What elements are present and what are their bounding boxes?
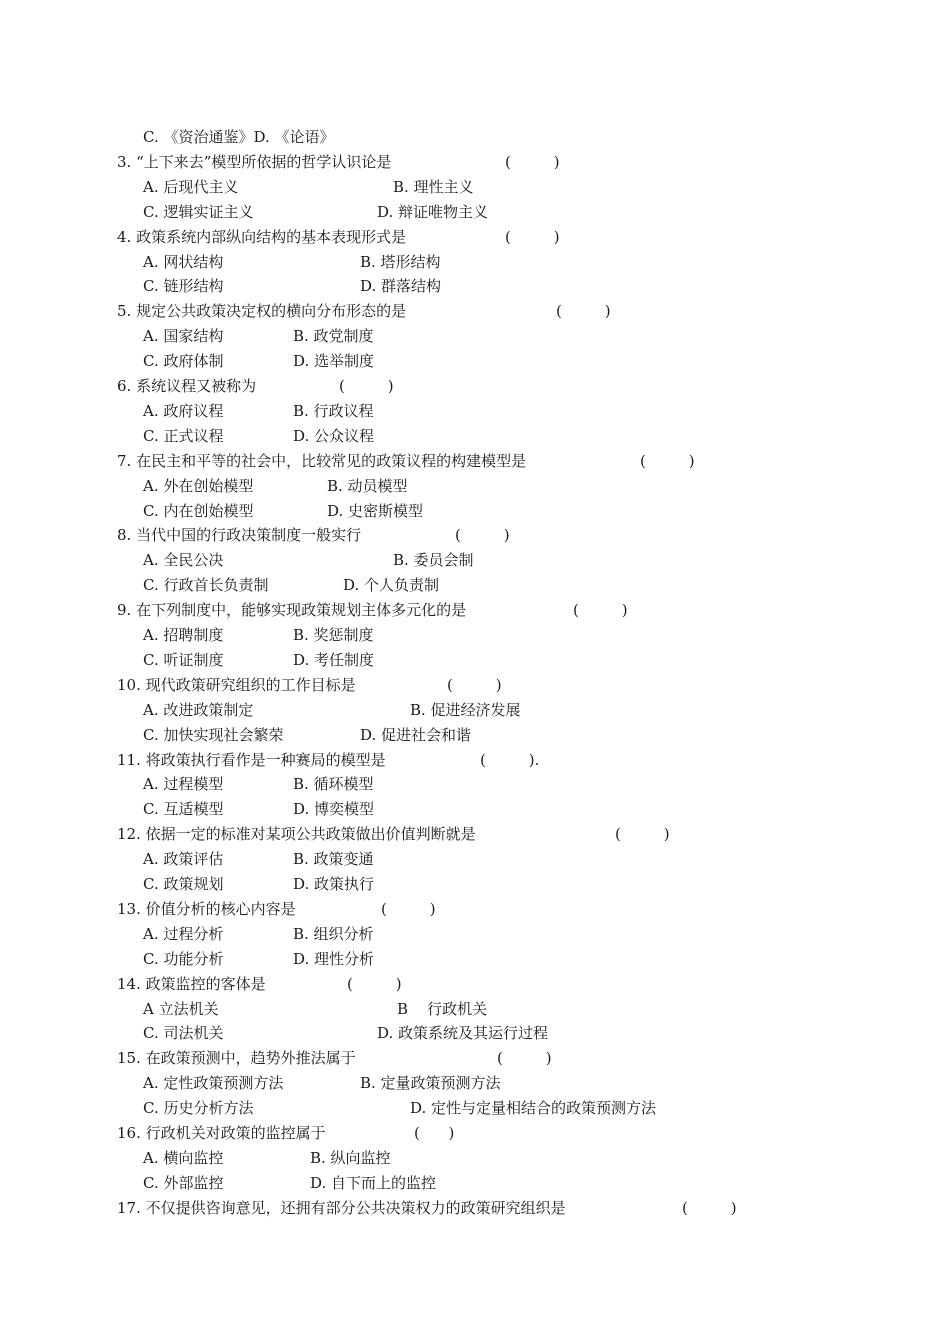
- question-text: 11. 将政策执行看作是一种赛局的模型是: [117, 751, 386, 769]
- option-text: B. 动员模型: [327, 477, 408, 495]
- answer-blank: ( ): [556, 302, 611, 320]
- option-text: C. 正式议程: [143, 427, 224, 445]
- option-text: C. 政策规划: [143, 875, 224, 893]
- option-text: A. 政策评估: [143, 850, 224, 868]
- option-text: A. 政府议程: [143, 402, 224, 420]
- option-text: C. 内在创始模型: [143, 502, 254, 520]
- answer-blank: ( ).: [480, 751, 540, 769]
- answer-blank: ( ): [347, 975, 402, 993]
- answer-blank: ( ): [497, 1049, 552, 1067]
- option-text: B. 塔形结构: [360, 253, 441, 271]
- question-text: 15. 在政策预测中，趋势外推法属于: [117, 1049, 356, 1067]
- question-text: 5. 规定公共政策决定权的横向分布形态的是: [117, 302, 407, 320]
- option-text: B. 定量政策预测方法: [360, 1074, 501, 1092]
- option-text: B. 政党制度: [293, 327, 374, 345]
- question-text: 17. 不仅提供咨询意见，还拥有部分公共决策权力的政策研究组织是: [117, 1199, 566, 1217]
- option-text: D. 政策系统及其运行过程: [377, 1024, 549, 1042]
- option-text: B. 委员会制: [393, 551, 474, 569]
- option-text: D. 辩证唯物主义: [377, 203, 489, 221]
- option-text: D. 公众议程: [293, 427, 375, 445]
- option-text: D. 群落结构: [360, 277, 442, 295]
- option-text: C. 功能分析: [143, 950, 224, 968]
- option-text: B. 行政议程: [293, 402, 374, 420]
- answer-blank: ( ): [339, 377, 394, 395]
- option-text: C. 互适模型: [143, 800, 224, 818]
- question-text: 4. 政策系统内部纵向结构的基本表现形式是: [117, 228, 407, 246]
- option-text: A. 过程分析: [143, 925, 224, 943]
- question-text: 10. 现代政策研究组织的工作目标是: [117, 676, 356, 694]
- option-text: C. 政府体制: [143, 352, 224, 370]
- option-text: D. 理性分析: [293, 950, 375, 968]
- option-text: A 立法机关: [143, 1000, 219, 1018]
- option-text: C. 加快实现社会繁荣: [143, 726, 284, 744]
- option-text: C. 链形结构: [143, 277, 224, 295]
- option-text: D. 博奕模型: [293, 800, 375, 818]
- option-text: A. 全民公决: [143, 551, 224, 569]
- answer-blank: ( ): [615, 825, 670, 843]
- option-text: D. 选举制度: [293, 352, 375, 370]
- option-text: A. 定性政策预测方法: [143, 1074, 284, 1092]
- option-text: A. 国家结构: [143, 327, 224, 345]
- option-text: C. 听证制度: [143, 651, 224, 669]
- answer-blank: ( ): [414, 1124, 455, 1142]
- option-text: A. 网状结构: [143, 253, 224, 271]
- option-text: A. 外在创始模型: [143, 477, 254, 495]
- option-text: B. 奖惩制度: [293, 626, 374, 644]
- answer-blank: ( ): [455, 526, 510, 544]
- option-text: C. 外部监控: [143, 1174, 224, 1192]
- question-text: 7. 在民主和平等的社会中，比较常见的政策议程的构建模型是: [117, 452, 527, 470]
- option-text: C. 司法机关: [143, 1024, 224, 1042]
- option-text: C. 逻辑实证主义: [143, 203, 254, 221]
- option-text: D. 自下而上的监控: [310, 1174, 437, 1192]
- answer-blank: ( ): [640, 452, 695, 470]
- question-text: 8. 当代中国的行政决策制度一般实行: [117, 526, 362, 544]
- question-text: 13. 价值分析的核心内容是: [117, 900, 296, 918]
- option-text: D. 定性与定量相结合的政策预测方法: [410, 1099, 657, 1117]
- question-text: 3. “上下来去”模型所依据的哲学认识论是: [117, 153, 392, 171]
- answer-blank: ( ): [447, 676, 502, 694]
- answer-blank: ( ): [381, 900, 436, 918]
- option-text: D. 考任制度: [293, 651, 375, 669]
- question-text: 6. 系统议程又被称为: [117, 377, 257, 395]
- question-text: 14. 政策监控的客体是: [117, 975, 266, 993]
- option-text: D. 政策执行: [293, 875, 375, 893]
- option-text: B. 理性主义: [393, 178, 474, 196]
- option-text: D. 促进社会和谐: [360, 726, 472, 744]
- question-text: 16. 行政机关对政策的监控属于: [117, 1124, 326, 1142]
- option-text: C. 行政首长负责制: [143, 576, 269, 594]
- question-text: 9. 在下列制度中，能够实现政策规划主体多元化的是: [117, 601, 467, 619]
- option-text: B 行政机关: [397, 1000, 488, 1018]
- option-text: C. 《资治通鉴》D. 《论语》: [143, 128, 335, 146]
- option-text: B. 纵向监控: [310, 1149, 391, 1167]
- option-text: B. 政策变通: [293, 850, 374, 868]
- option-text: A. 后现代主义: [143, 178, 239, 196]
- option-text: A. 横向监控: [143, 1149, 224, 1167]
- question-text: 12. 依据一定的标准对某项公共政策做出价值判断就是: [117, 825, 476, 843]
- answer-blank: ( ): [682, 1199, 737, 1217]
- option-text: A. 招聘制度: [143, 626, 224, 644]
- option-text: D. 史密斯模型: [327, 502, 424, 520]
- option-text: D. 个人负责制: [343, 576, 440, 594]
- answer-blank: ( ): [505, 228, 560, 246]
- answer-blank: ( ): [573, 601, 628, 619]
- option-text: C. 历史分析方法: [143, 1099, 254, 1117]
- answer-blank: ( ): [505, 153, 560, 171]
- option-text: A. 过程模型: [143, 775, 224, 793]
- option-text: B. 组织分析: [293, 925, 374, 943]
- option-text: A. 改进政策制定: [143, 701, 254, 719]
- option-text: B. 循环模型: [293, 775, 374, 793]
- option-text: B. 促进经济发展: [410, 701, 521, 719]
